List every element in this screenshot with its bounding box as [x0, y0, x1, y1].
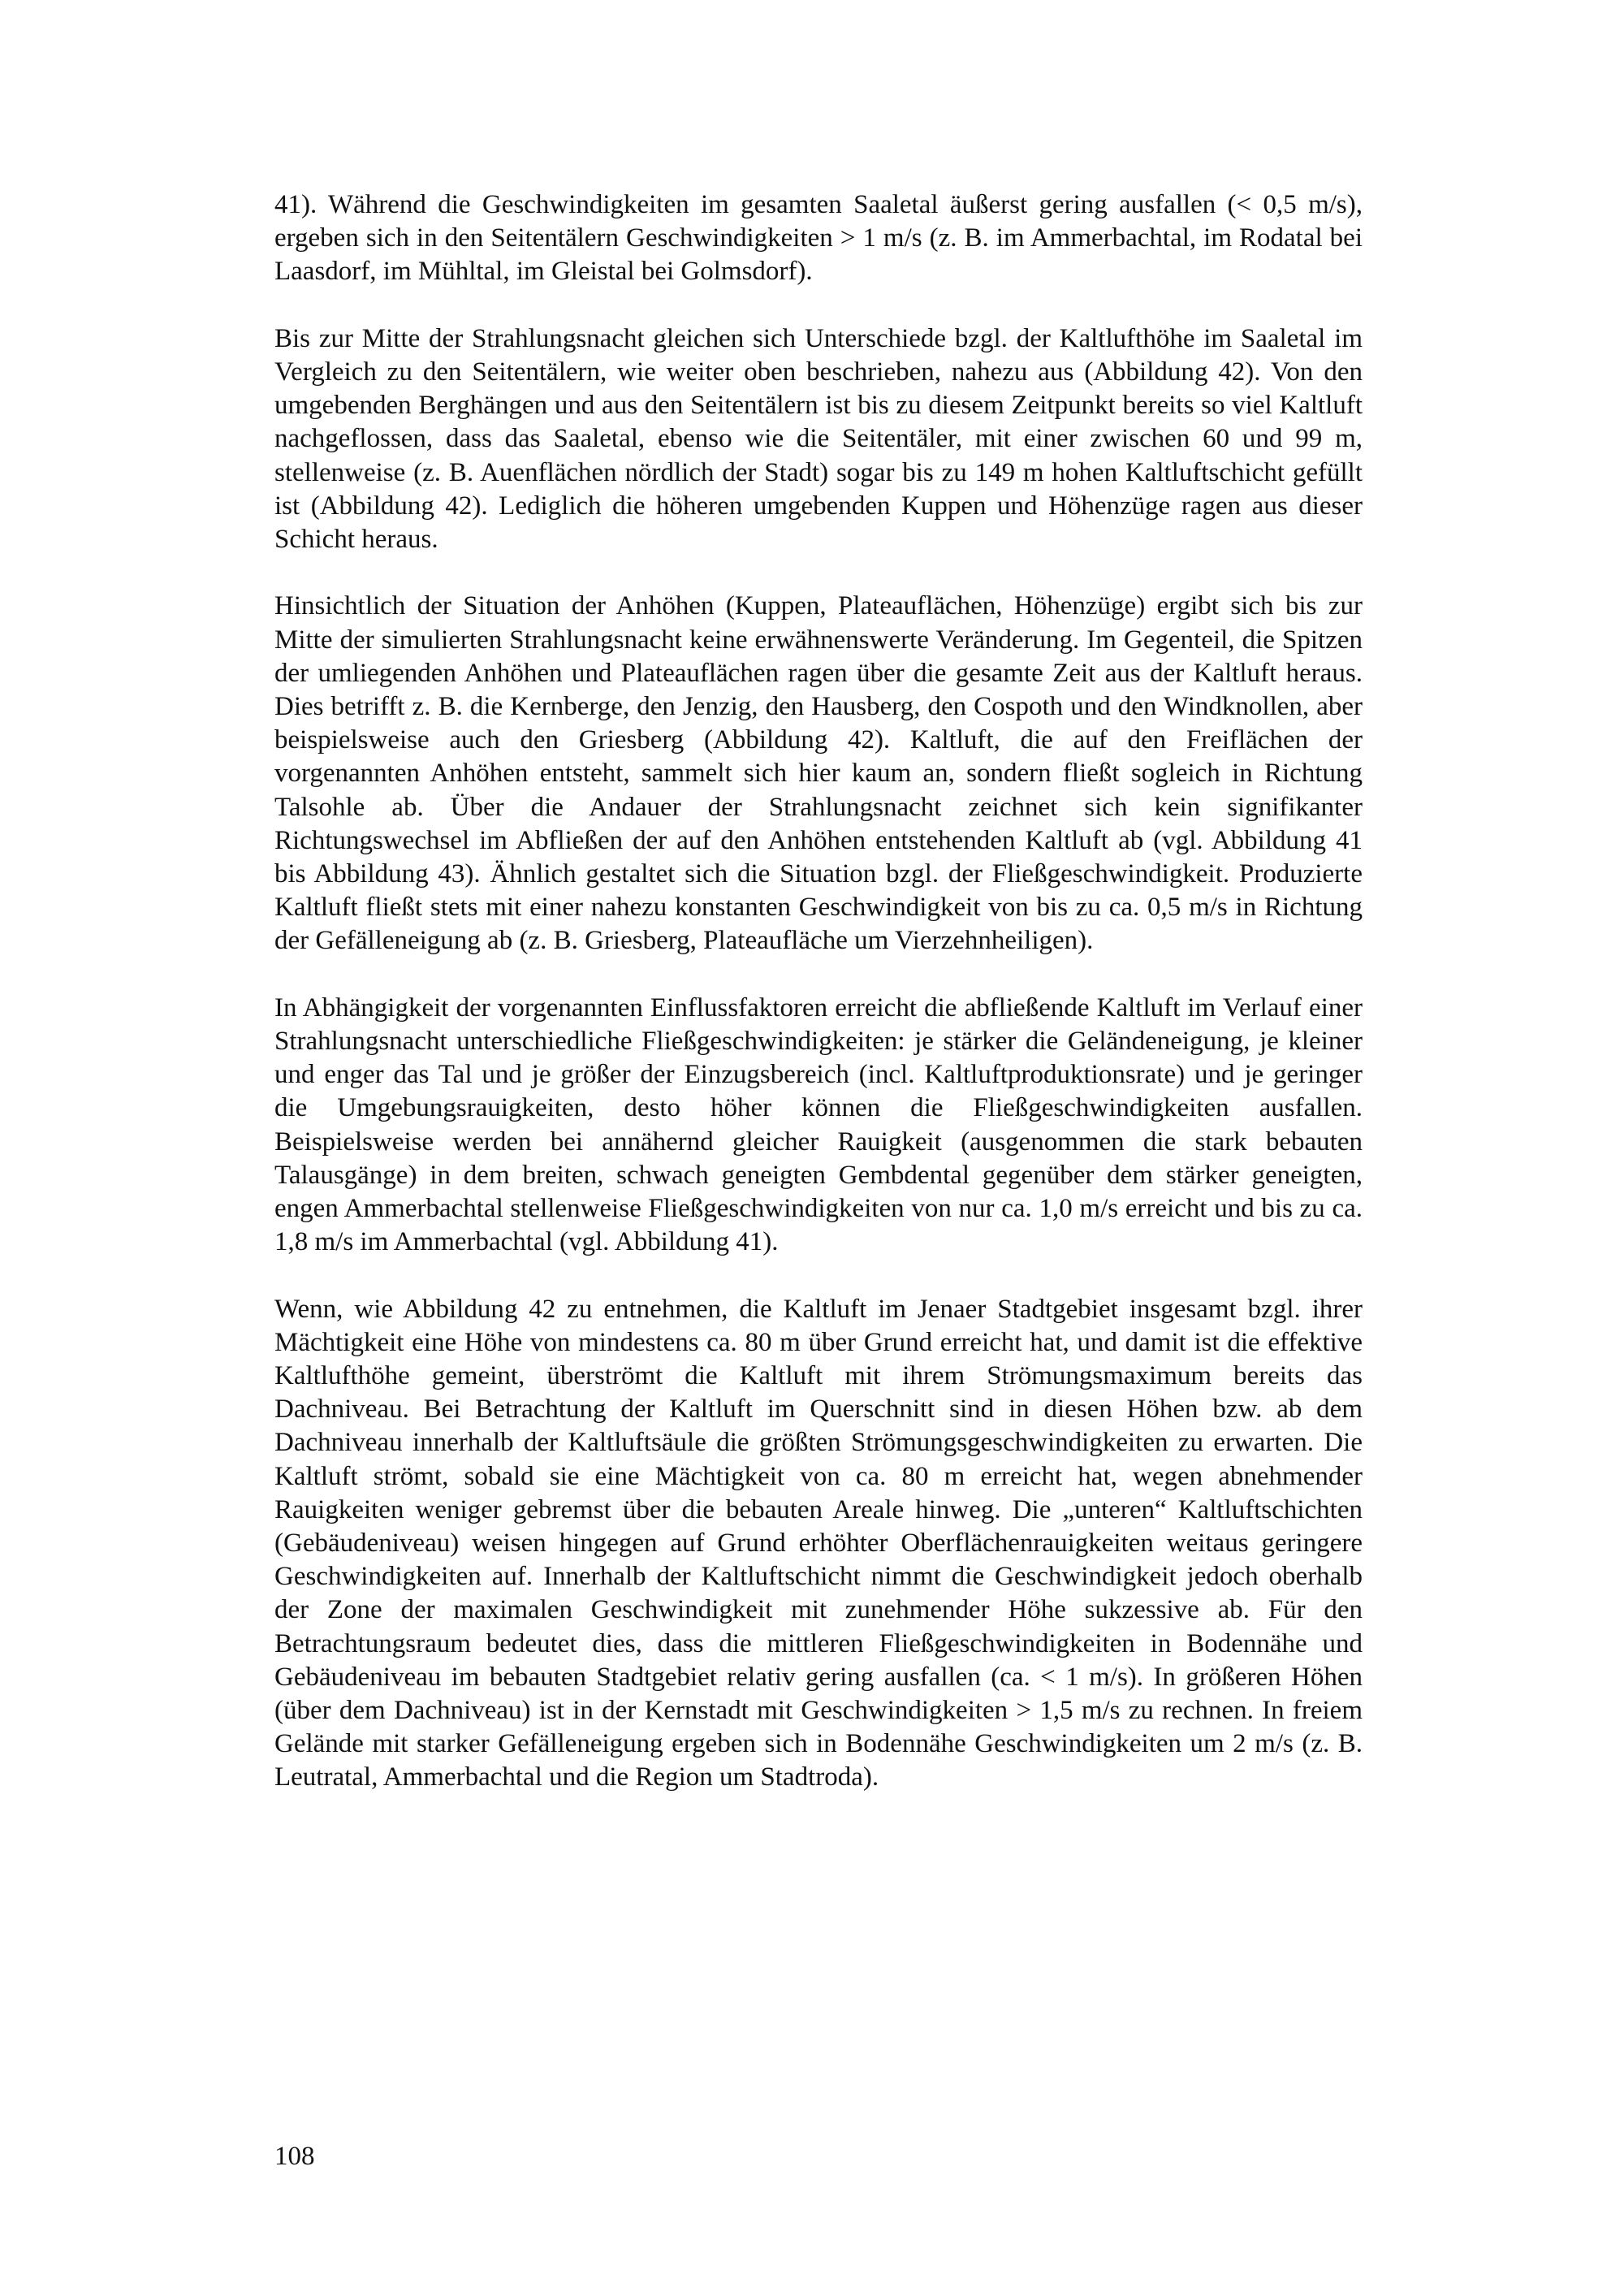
body-text [274, 188, 1363, 1795]
paragraph-4: In Abhängigkeit der vorgenannten Einflussfaktoren erreicht die abfließende Kaltluft im Verlauf einer Strahlungsnacht unterschiedliche Fließgeschwindigkeiten: je stärker die Geländeneigung, je kleiner und enger das Tal und je größer der Einzugsbereich (incl. Kaltluftproduktionsrate) und je geringer die Umgebungsrauigkeiten, desto höher können die Fließgeschwindigkeiten ausfallen. Beispielsweise werden bei annähernd gleicher Rauigkeit (ausgenommen die stark bebauten Talausgänge) in dem breiten, schwach geneigten Gembdental gegenüber dem stärker geneigten, engen Ammerbachtal stellenweise Fließgeschwindigkeiten von nur ca. 1,0 m/s erreicht und bis zu ca. 1,8 m/s im Ammerbachtal (vgl. Abbildung 41). [274, 992, 1363, 1257]
paragraph-3: Hinsichtlich der Situation der Anhöhen (Kuppen, Plateauflächen, Höhenzüge) ergibt sich bis zur Mitte der simulierten Strahlungsnacht keine erwähnenswerte Veränderung. Im Gegenteil, die Spitzen der umliegenden Anhöhen und Plateauflächen ragen über die gesamte Zeit aus der Kaltluft heraus. Dies betrifft z. B. die Kernberge, den Jenzig, den Hausberg, den Cospoth und den Windknollen, aber beispielsweise auch den Griesberg (Abbildung 42). Kaltluft, die auf den Freiflächen der vorgenannten Anhöhen entsteht, sammelt sich hier kaum an, sondern fließt sogleich in Richtung Talsohle ab. Über die Andauer der Strahlungsnacht zeichnet sich kein signifikanter Richtungswechsel im Abfließen der auf den Anhöhen entstehenden Kaltluft ab (vgl. Abbildung 41 bis Abbildung 43). Ähnlich gestaltet sich die Situation bzgl. der Fließgeschwindigkeit. Produzierte Kaltluft fließt stets mit einer nahezu konstanten Geschwindigkeit von bis zu ca. 0,5 m/s in Richtung der Gefälleneigung ab (z. B. Griesberg, Plateaufläche um Vierzehnheiligen). [274, 591, 1363, 956]
paragraph-5: Wenn, wie Abbildung 42 zu entnehmen, die Kaltluft im Jenaer Stadtgebiet insgesamt bzgl. ihrer Mächtigkeit eine Höhe von mindestens ca. 80 m über Grund erreicht hat, und damit ist die effektive Kaltlufthöhe gemeint, überströmt die Kaltluft mit ihrem Strömungsmaximum bereits das Dachniveau. Bei Betrachtung der Kaltluft im Querschnitt sind in diesen Höhen bzw. ab dem Dachniveau innerhalb der Kaltluftsäule die größten Strömungsgeschwindigkeiten zu erwarten. Die Kaltluft strömt, sobald sie eine Mächtigkeit von ca. 80 m erreicht hat, wegen abnehmender Rauigkeiten weniger gebremst über die bebauten Areale hinweg. Die „unteren“ Kaltluftschichten (Gebäudeniveau) weisen hingegen auf Grund erhöhter Oberflächenrauigkeiten weitaus geringere Geschwindigkeiten auf. Innerhalb der Kaltluftschicht nimmt die Geschwindigkeit jedoch oberhalb der Zone der maximalen Geschwindigkeit mit zunehmender Höhe sukzessive ab. Für den Betrachtungsraum bedeutet dies, dass die mittleren Fließgeschwindigkeiten in Bodennähe und Gebäudeniveau im bebauten Stadtgebiet relativ gering ausfallen (ca. < 1 m/s). In größeren Höhen (über dem Dachniveau) ist in der Kernstadt mit Geschwindigkeiten > 1,5 m/s zu rechnen. In freiem Gelände mit starker Gefälleneigung ergeben sich in Bodennähe Geschwindigkeiten um 2 m/s (z. B. Leutratal, Ammerbachtal und die Region um Stadtroda). [274, 1294, 1363, 1792]
page-number: 108 [274, 2142, 315, 2171]
paragraph-1: 41). Während die Geschwindigkeiten im gesamten Saaletal äußerst gering ausfallen (< 0,5 m/s), ergeben sich in den Seitentälern Geschwindigkeiten > 1 m/s (z. B. im Ammerbachtal, im Rodatal bei Laasdorf, im Mühltal, im Gleistal bei Golmsdorf). [274, 190, 1363, 287]
paragraph-2: Bis zur Mitte der Strahlungsnacht gleichen sich Unterschiede bzgl. der Kaltlufthöhe im Saaletal im Vergleich zu den Seitentälern, wie weiter oben beschrieben, nahezu aus (Abbildung 42). Von den umgebenden Berghängen und aus den Seitentälern ist bis zu diesem Zeitpunkt bereits so viel Kaltluft nachgeflossen, dass das Saaletal, ebenso wie die Seitentäler, mit einer zwischen 60 und 99 m, stellenweise (z. B. Auenflächen nördlich der Stadt) sogar bis zu 149 m hohen Kaltluftschicht gefüllt ist (Abbildung 42). Lediglich die höheren umgebenden Kuppen und Höhenzüge ragen aus dieser Schicht heraus. [274, 323, 1363, 555]
